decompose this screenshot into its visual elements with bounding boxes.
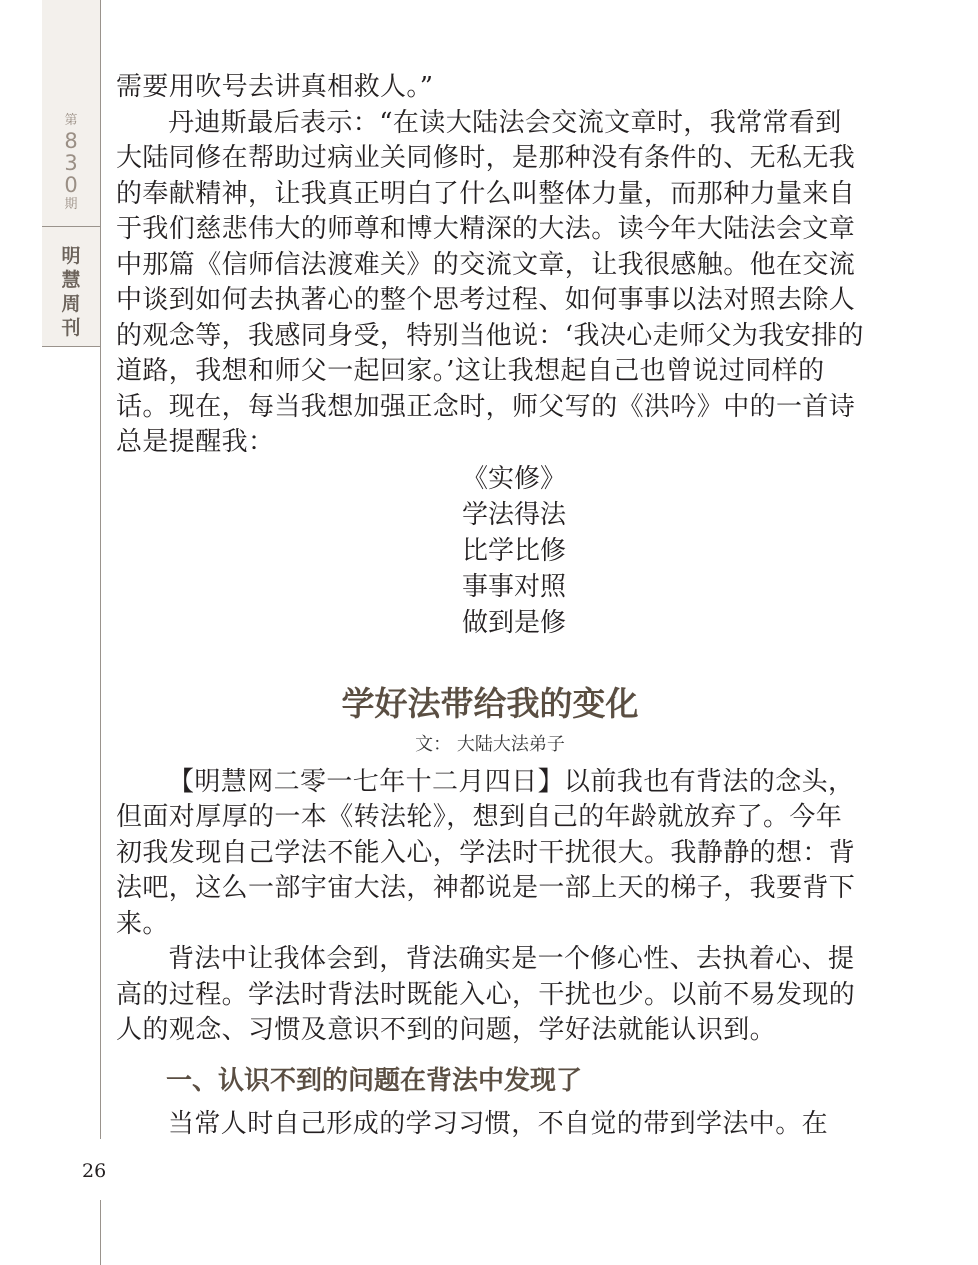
issue-suffix: 期 bbox=[64, 197, 78, 212]
issue-prefix: 第 bbox=[64, 113, 78, 128]
sidebar-divider bbox=[42, 226, 100, 227]
journal-char: 明 bbox=[61, 245, 81, 267]
issue-digit: 8 bbox=[64, 129, 78, 153]
poem-line: 学法得法 bbox=[461, 499, 566, 530]
journal-name bbox=[42, 244, 100, 340]
page-content bbox=[116, 70, 864, 1142]
paragraph: 需要用吹号去讲真相救人。” bbox=[116, 72, 434, 102]
poem bbox=[116, 461, 864, 641]
poem-title: 《实修》 bbox=[461, 463, 566, 494]
poem-line: 比学比修 bbox=[461, 535, 566, 566]
paragraph: 丹迪斯最后表示：“在读大陆法会交流文章时，我常常看到大陆同修在帮助过病业关同修时，是那种没有条件的、无私无我的奉献精神，让我真正明白了什么叫整体力量，而那种力量来自于我们慈悲伟大的师尊和博大精深的大法。读今年大陆法会文章中那篇《信师信法渡难关》的交流文章，让我很感触。他在交流中谈到如何去执著心的整个思考过程、如何事事以法对照去除人的观念等，我感同身受，特别当他说：‘我决心走师父为我安排的道路，我想和师父一起回家。’这让我想起自己也曾说过同样的话。现在，每当我想加强正念时，师父写的《洪吟》中的一首诗总是提醒我： bbox=[116, 107, 864, 457]
section-heading: 一、认识不到的问题在背法中发现了 bbox=[166, 1065, 583, 1096]
poem-line: 做到是修 bbox=[461, 607, 566, 638]
issue-digit: 0 bbox=[64, 173, 78, 197]
page-number: 26 bbox=[82, 1160, 107, 1182]
journal-char: 周 bbox=[61, 293, 81, 315]
journal-char: 刊 bbox=[61, 317, 81, 339]
margin-rule-foot bbox=[100, 1200, 101, 1265]
issue-number bbox=[42, 112, 100, 214]
paragraph: 【明慧网二零一七年十二月四日】以前我也有背法的念头，但面对厚厚的一本《转法轮》，想到自己的年龄就放弃了。今年初我发现自己学法不能入心，学法时干扰很大。我静静的想：背法吧，这么一部宇宙大法，神都说是一部上天的梯子，我要背下来。 bbox=[116, 766, 856, 939]
article-title: 学好法带给我的变化 bbox=[341, 683, 639, 723]
paragraph: 当常人时自己形成的学习习惯，不自觉的带到学法中。在 bbox=[168, 1108, 829, 1139]
paragraph: 背法中让我体会到，背法确实是一个修心性、去执着心、提高的过程。学法时背法时既能入心，干扰也少。以前不易发现的人的观念、习惯及意识不到的问题，学好法就能认识到。 bbox=[116, 944, 856, 1045]
article-author: 文： 大陆大法弟子 bbox=[415, 733, 565, 755]
journal-char: 慧 bbox=[61, 269, 81, 291]
poem-line: 事事对照 bbox=[461, 571, 566, 602]
margin-rule bbox=[100, 346, 101, 1139]
issue-digit: 3 bbox=[64, 151, 78, 175]
sidebar-bottom-rule bbox=[42, 346, 100, 347]
